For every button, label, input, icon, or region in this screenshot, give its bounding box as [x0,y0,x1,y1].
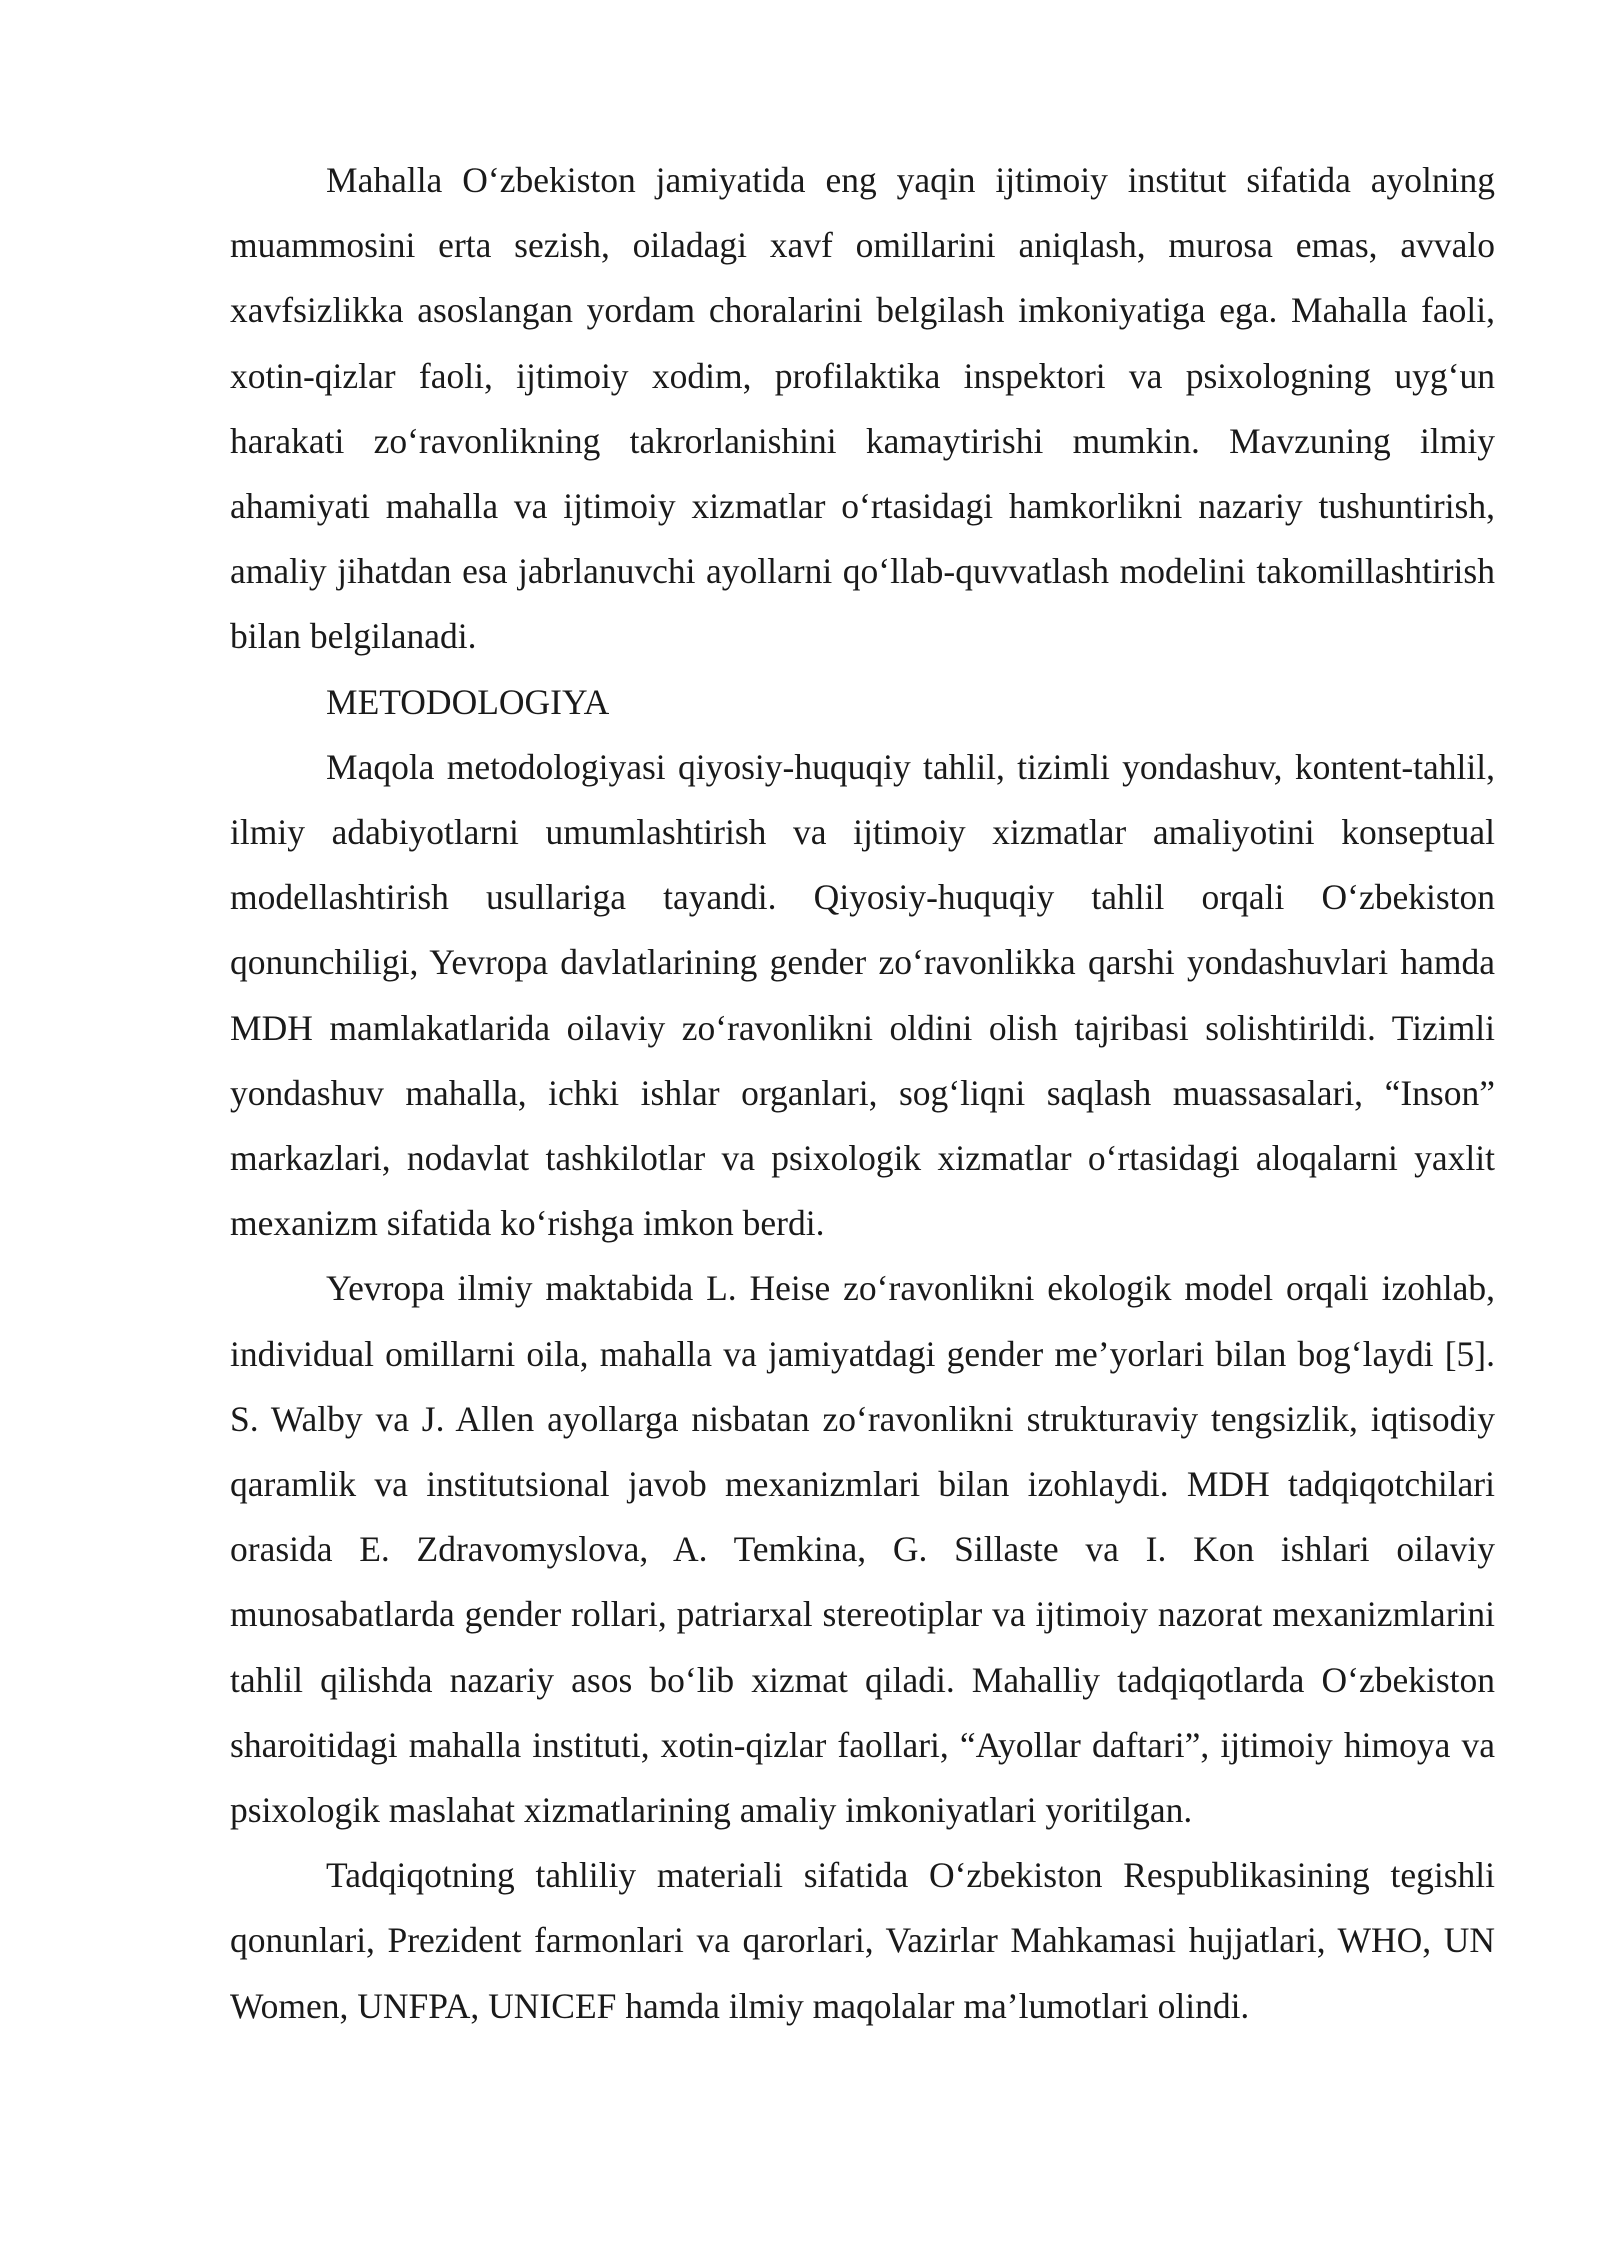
paragraph-analytical-material: Tadqiqotning tahliliy materiali sifatida O‘zbekiston Respublikasining tegishli qonunlari, Prezident farmonlari va qarorlari, Vazirlar Mahkamasi hujjatlari, WHO, UN Women, UNFPA, UNICEF hamda ilmiy maqolalar ma’lumotlari olindi. [230,1855,1495,2026]
section-heading-metodologiya: METODOLOGIYA [326,681,610,722]
paragraph-methodology: Maqola metodologiyasi qiyosiy-huquqiy tahlil, tizimli yondashuv, kontent-tahlil, ilmiy adabiyotlarni umumlashtirish va ijtimoiy xizmatlar amaliyotini konseptual modellashtirish usullariga tayandi. Qiyosiy-huquqiy tahlil orqali O‘zbekiston qonunchiligi, Yevropa davlatlarining gender zo‘ravonlikka qarshi yondashuvlari hamda MDH mamlakatlarida oilaviy zo‘ravonlikni oldini olish tajribasi solishtirildi. Tizimli yondashuv mahalla, ichki ishlar organlari, sog‘liqni saqlash muassasalari, “Inson” markazlari, nodavlat tashkilotlar va psixologik xizmatlar o‘rtasidagi aloqalarni yaxlit mexanizm sifatida ko‘rishga imkon berdi. [230,746,1495,1244]
paragraph-literature-review: Yevropa ilmiy maktabida L. Heise zo‘ravonlikni ekologik model orqali izohlab, individual omillarni oila, mahalla va jamiyatdagi gender me’yorlari bilan bog‘laydi [5]. S. Walby va J. Allen ayollarga nisbatan zo‘ravonlikni strukturaviy tengsizlik, iqtisodiy qaramlik va institutsional javob mexanizmlari bilan izohlaydi. MDH tadqiqotchilari orasida E. Zdravomyslova, A. Temkina, G. Sillaste va I. Kon ishlari oilaviy munosabatlarda gender rollari, patriarxal stereotiplar va ijtimoiy nazorat mexanizmlarini tahlil qilishda nazariy asos bo‘lib xizmat qiladi. Mahalliy tadqiqotlarda O‘zbekiston sharoitidagi mahalla instituti, xotin-qizlar faollari, “Ayollar daftari”, ijtimoiy himoya va psixologik maslahat xizmatlarining amaliy imkoniyatlari yoritilgan. [230,1268,1495,1831]
paragraph-mahalla-intro: Mahalla O‘zbekiston jamiyatida eng yaqin ijtimoiy institut sifatida ayolning muammosini erta sezish, oiladagi xavf omillarini aniqlash, murosa emas, avvalo xavfsizlikka asoslangan yordam choralarini belgilash imkoniyatiga ega. Mahalla faoli, xotin-qizlar faoli, ijtimoiy xodim, profilaktika inspektori va psixologning uyg‘un harakati zo‘ravonlikning takrorlanishini kamaytirishi mumkin. Mavzuning ilmiy ahamiyati mahalla va ijtimoiy xizmatlar o‘rtasidagi hamkorlikni nazariy tushuntirish, amaliy jihatdan esa jabrlanuvchi ayollarni qo‘llab-quvvatlash modelini takomillashtirish bilan belgilanadi. [230,160,1495,657]
document-body [230,148,1495,2039]
